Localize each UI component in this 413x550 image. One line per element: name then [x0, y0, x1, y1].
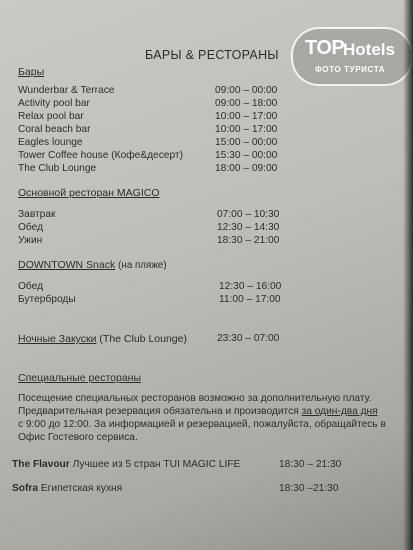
- watermark-top-text: TOP: [305, 37, 345, 59]
- meal-name: Ужин: [18, 235, 43, 246]
- bar-time: 10:00 – 17:00: [215, 124, 278, 135]
- snack-time: 12:30 – 16:00: [219, 281, 282, 292]
- flavour-name: The Flavour: [12, 459, 70, 470]
- main-restaurant-heading: Основной ресторан MAGICO: [18, 187, 160, 199]
- downtown-note: (на пляже): [118, 260, 167, 271]
- page-edge-shadow: [403, 0, 413, 550]
- special-text-part: Предварительная резервация обязательна и производится: [18, 406, 302, 417]
- page-title: БАРЫ & РЕСТОРАНЫ: [145, 48, 279, 62]
- bar-name: Tower Coffee house (Кофе&десерт): [18, 150, 183, 161]
- meal-time: 07:00 – 10:30: [217, 209, 280, 220]
- flavour-desc: Лучшее из 5 стран TUI MAGIC LIFE: [72, 459, 241, 470]
- watermark-hotels-text: Hotels: [343, 40, 395, 59]
- night-time: 23:30 – 07:00: [217, 333, 280, 344]
- downtown-heading-line: [18, 259, 167, 271]
- bar-name: Coral beach bar: [18, 124, 91, 135]
- snack-time: 11:00 – 17:00: [219, 294, 281, 305]
- bar-name: Wunderbar & Terrace: [18, 85, 115, 96]
- special-text-underlined: за один-два дня: [301, 406, 378, 417]
- meal-name: Обед: [18, 222, 44, 233]
- downtown-heading: DOWNTOWN Snack: [18, 259, 116, 271]
- bar-time: 15:00 – 00:00: [215, 137, 278, 148]
- night-note: (The Club Lounge): [99, 333, 187, 345]
- special-text-line: Офис Гостевого сервиса.: [18, 432, 138, 443]
- tophotels-watermark: [291, 27, 413, 86]
- bar-time: 10:00 – 17:00: [215, 111, 278, 122]
- bars-heading: Бары: [18, 66, 45, 78]
- special-text-line: [18, 406, 378, 417]
- bar-time: 09:00 – 00:00: [215, 85, 278, 96]
- bar-time: 18:00 – 09:00: [215, 163, 278, 174]
- bar-name: Relax pool bar: [18, 111, 84, 122]
- bar-name: Eagles lounge: [18, 137, 83, 148]
- meal-time: 18:30 – 21:00: [217, 235, 280, 246]
- snack-name: Обед: [18, 281, 44, 292]
- special-text-line: Посещение специальных ресторанов возможно за дополнительную плату.: [18, 393, 372, 404]
- bar-name: Activity pool bar: [18, 98, 90, 109]
- snack-name: Бутерброды: [18, 294, 76, 305]
- meal-time: 12:30 – 14:30: [217, 222, 280, 233]
- bar-time: 15:30 – 00:00: [215, 150, 278, 161]
- night-heading: Ночные Закуски: [18, 333, 97, 345]
- sofra-desc: Египетская кухня: [40, 483, 123, 494]
- flavour-time: 18:30 – 21:30: [279, 459, 342, 470]
- sofra-line: [12, 483, 122, 494]
- sofra-name: Sofra: [12, 483, 39, 494]
- flavour-line: [12, 459, 240, 470]
- bar-time: 09:00 – 18:00: [215, 98, 278, 109]
- special-text-line: с 9:00 до 12:00. За информацией и резервацией, пожалуйста, обращайтесь в: [18, 419, 386, 430]
- special-heading: Специальные рестораны: [18, 372, 142, 384]
- watermark-subtitle: ФОТО ТУРИСТА: [315, 65, 386, 74]
- meal-name: Завтрак: [18, 209, 56, 220]
- bar-name: The Club Lounge: [18, 163, 97, 174]
- sofra-time: 18:30 –21:30: [279, 483, 339, 494]
- night-heading-line: [18, 333, 187, 345]
